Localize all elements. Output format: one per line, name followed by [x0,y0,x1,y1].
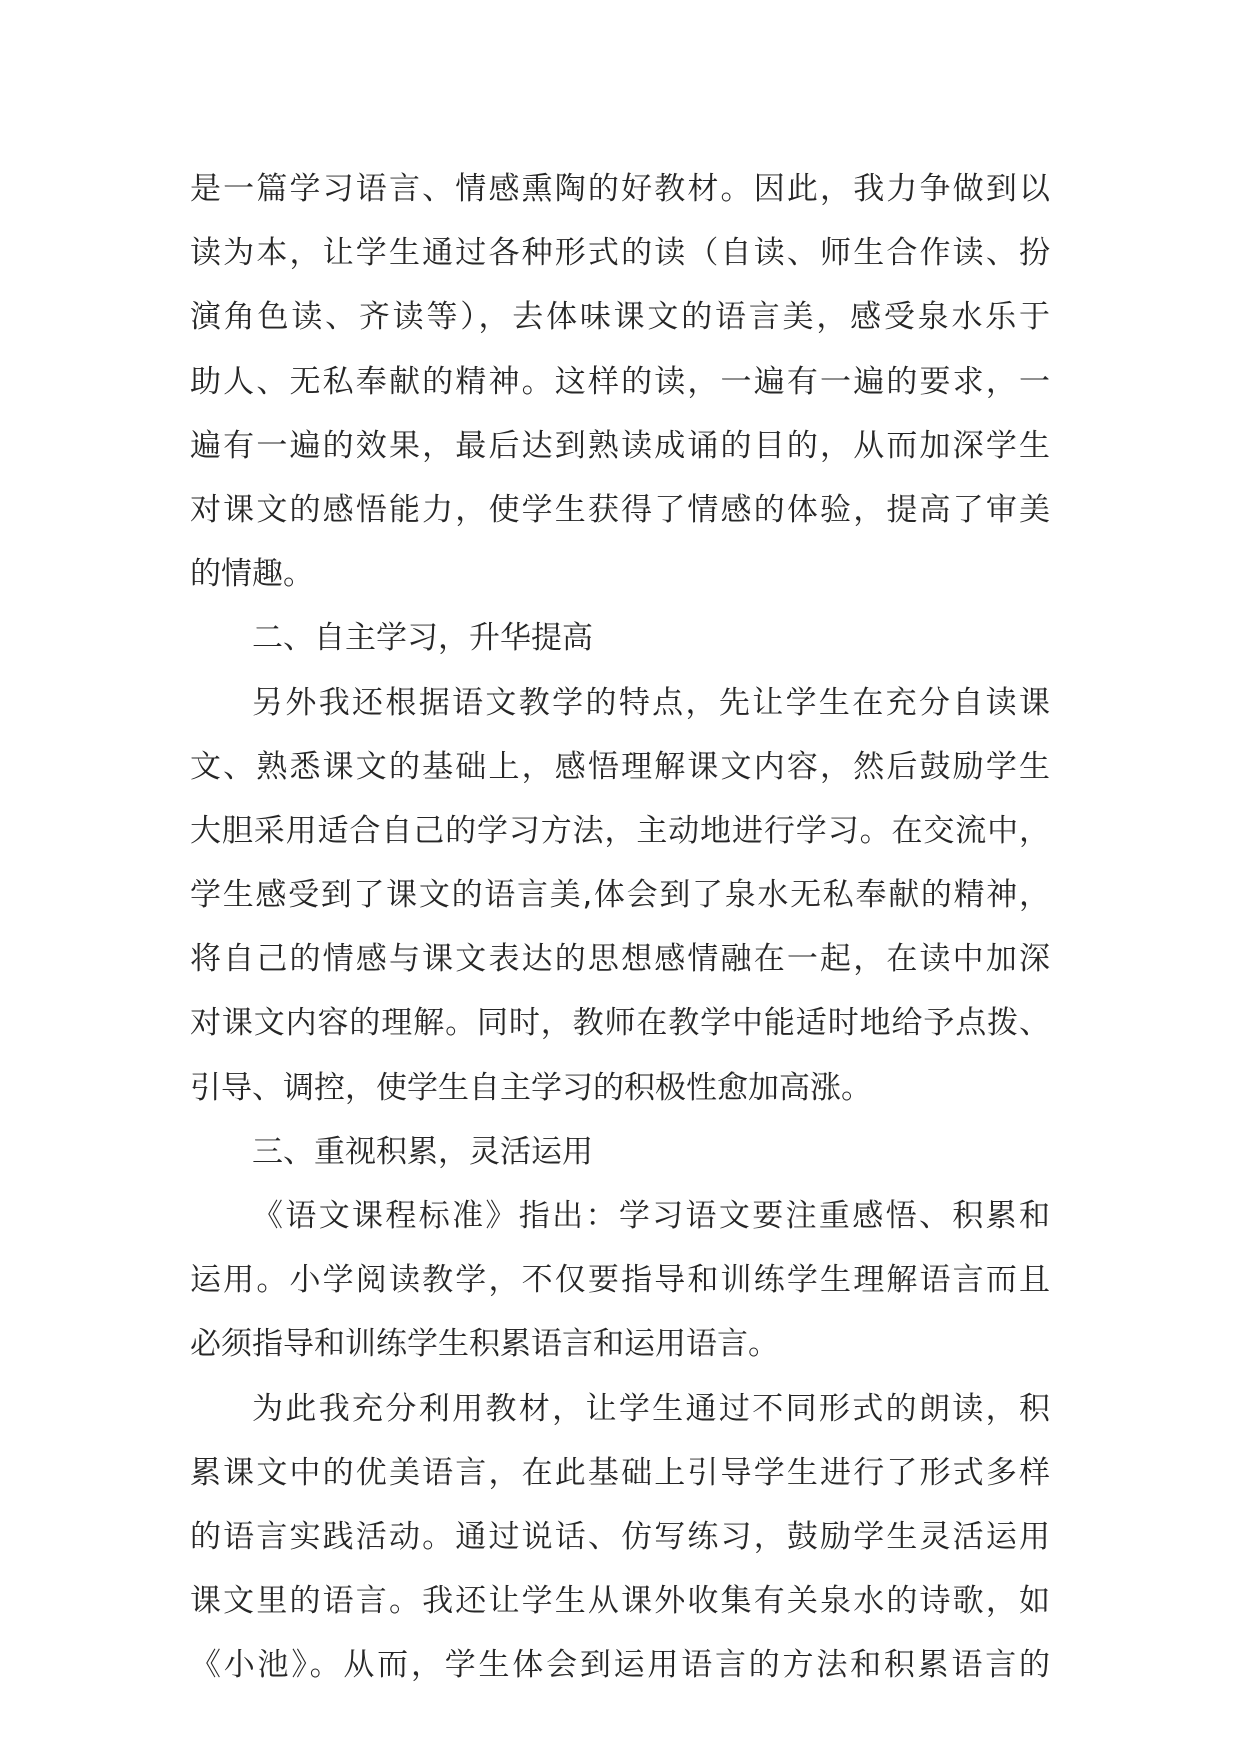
text-line: 运用。小学阅读教学，不仅要指导和训练学生理解语言而且 [190,1262,1050,1299]
text-line: 对课文内容的理解。同时，教师在教学中能适时地给予点拨、 [190,1005,1050,1042]
text-line: 助人、无私奉献的精神。这样的读，一遍有一遍的要求，一 [190,363,1050,400]
text-line: 对课文的感悟能力，使学生获得了情感的体验，提高了审美 [190,491,1050,528]
text-line: 为此我充分利用教材，让学生通过不同形式的朗读，积 [252,1390,1050,1427]
body-text [190,157,1050,1698]
text-line: 三、重视积累，灵活运用 [252,1133,593,1170]
text-line: 课文里的语言。我还让学生从课外收集有关泉水的诗歌，如 [190,1583,1050,1620]
text-line: 遍有一遍的效果，最后达到熟读成诵的目的，从而加深学生 [190,427,1050,464]
text-line: 演角色读、齐读等），去体味课文的语言美，感受泉水乐于 [190,299,1050,336]
text-line: 必须指导和训练学生积累语言和运用语言。 [190,1326,779,1363]
text-line: 《语文课程标准》指出：学习语文要注重感悟、积累和 [252,1198,1050,1234]
text-line: 大胆采用适合自己的学习方法，主动地进行学习。在交流中， [190,812,1050,849]
text-line: 文、熟悉课文的基础上，感悟理解课文内容，然后鼓励学生 [190,748,1050,785]
text-line: 的情趣。 [190,556,314,593]
text-line: 学生感受到了课文的语言美,体会到了泉水无私奉献的精神， [190,877,1050,914]
text-line: 将自己的情感与课文表达的思想感情融在一起，在读中加深 [190,941,1050,978]
text-line: 读为本，让学生通过各种形式的读（自读、师生合作读、扮 [190,235,1050,272]
text-line: 二、自主学习，升华提高 [252,620,593,657]
text-line: 引导、调控，使学生自主学习的积极性愈加高涨。 [190,1069,872,1106]
text-line: 另外我还根据语文教学的特点，先让学生在充分自读课 [252,684,1050,721]
text-line: 的语言实践活动。通过说话、仿写练习，鼓励学生灵活运用 [190,1518,1050,1555]
text-line: 是一篇学习语言、情感熏陶的好教材。因此，我力争做到以 [190,171,1050,207]
text-line: 《小池》。从而，学生体会到运用语言的方法和积累语言的 [190,1647,1050,1684]
text-line: 累课文中的优美语言，在此基础上引导学生进行了形式多样 [190,1454,1050,1491]
